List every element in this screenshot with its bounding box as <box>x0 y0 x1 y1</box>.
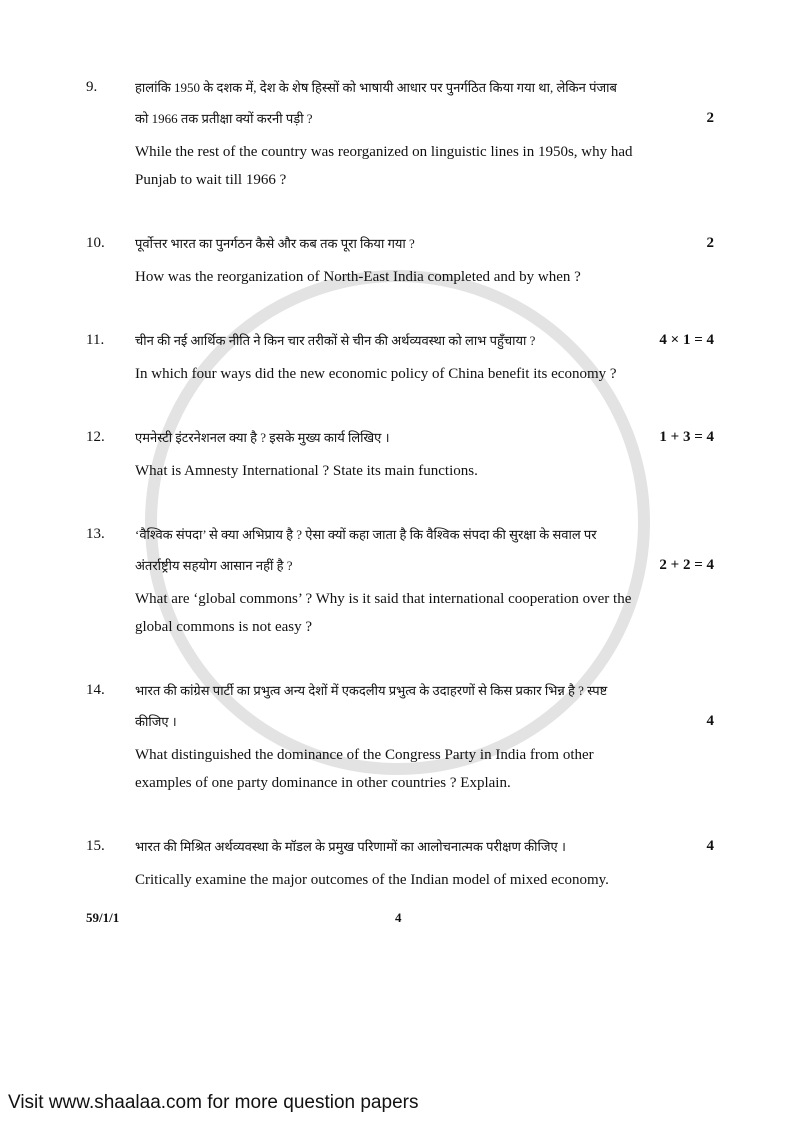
question-marks: 4 <box>706 838 714 854</box>
page-number: 4 <box>395 910 402 925</box>
question-english <box>135 457 714 485</box>
question-14 <box>86 675 714 797</box>
question-english-line: Critically examine the major outcomes of the Indian model of mixed economy. <box>135 872 609 888</box>
question-marks: 2 <box>706 235 714 251</box>
question-hindi <box>135 228 695 259</box>
question-english-line: How was the reorganization of North-East India completed and by when ? <box>135 269 581 285</box>
question-hindi-line: को 1966 तक प्रतीक्षा क्यों करनी पड़ी ? <box>135 111 313 126</box>
question-marks: 4 <box>706 713 714 729</box>
question-english-line: In which four ways did the new economic policy of China benefit its economy ? <box>135 366 617 382</box>
question-hindi <box>135 325 647 356</box>
question-number: 10. <box>86 235 105 251</box>
question-hindi <box>135 422 647 453</box>
question-hindi-line: एमनेस्टी इंटरनेशनल क्या है ? इसके मुख्य कार्य लिखिए । <box>135 430 390 445</box>
question-english <box>135 263 714 291</box>
question-hindi <box>135 831 695 862</box>
promo-banner: Visit www.shaalaa.com for more question papers <box>8 1092 419 1113</box>
question-marks: 4 × 1 = 4 <box>659 332 714 348</box>
question-english <box>135 741 714 797</box>
question-11 <box>86 325 714 388</box>
question-hindi-line: पूर्वोत्तर भारत का पुनर्गठन कैसे और कब तक पूरा किया गया ? <box>135 236 415 251</box>
question-hindi-line: भारत की कांग्रेस पार्टी का प्रभुत्व अन्य देशों में एकदलीय प्रभुत्व के उदाहरणों से किस प्रकार भिन्न है ? स्पष्ट <box>135 683 608 698</box>
question-english-line: What is Amnesty International ? State its main functions. <box>135 463 478 479</box>
question-hindi-line: ‘वैश्विक संपदा’ से क्या अभिप्राय है ? ऐसा क्यों कहा जाता है कि वैश्विक संपदा की सुरक्षा के सवाल पर <box>135 527 597 542</box>
question-marks: 1 + 3 = 4 <box>659 429 714 445</box>
question-english <box>135 360 714 388</box>
question-number: 13. <box>86 526 105 542</box>
question-9 <box>86 72 714 194</box>
question-hindi-line: कीजिए । <box>135 714 177 729</box>
question-number: 14. <box>86 682 105 698</box>
question-hindi <box>135 675 695 737</box>
question-english-line: global commons is not easy ? <box>135 619 313 635</box>
question-number: 15. <box>86 838 105 854</box>
question-english-line: What are ‘global commons’ ? Why is it said that international cooperation over the <box>135 591 632 607</box>
question-hindi-line: अंतर्राष्ट्रीय सहयोग आसान नहीं है ? <box>135 558 293 573</box>
question-12 <box>86 422 714 485</box>
page-footer <box>86 910 714 928</box>
paper-code: 59/1/1 <box>86 910 120 925</box>
question-number: 12. <box>86 429 105 445</box>
question-hindi <box>135 519 647 581</box>
question-english <box>135 866 714 894</box>
question-number: 9. <box>86 79 98 95</box>
question-hindi-line: हालांकि 1950 के दशक में, देश के शेष हिस्सों को भाषायी आधार पर पुनर्गठित किया गया था, लेकिन पंजाब <box>135 80 617 95</box>
question-number: 11. <box>86 332 105 348</box>
question-english-line: While the rest of the country was reorganized on linguistic lines in 1950s, why had <box>135 144 633 160</box>
question-10 <box>86 228 714 291</box>
question-english <box>135 585 714 641</box>
question-hindi-line: चीन की नई आर्थिक नीति ने किन चार तरीकों से चीन की अर्थव्यवस्था को लाभ पहुँचाया ? <box>135 333 536 348</box>
question-15 <box>86 831 714 894</box>
question-english-line: What distinguished the dominance of the Congress Party in India from other <box>135 747 594 763</box>
question-english-line: examples of one party dominance in other countries ? Explain. <box>135 775 511 791</box>
question-13 <box>86 519 714 641</box>
question-english <box>135 138 714 194</box>
question-marks: 2 <box>706 110 714 126</box>
question-english-line: Punjab to wait till 1966 ? <box>135 172 287 188</box>
question-hindi-line: भारत की मिश्रित अर्थव्यवस्था के मॉडल के प्रमुख परिणामों का आलोचनात्मक परीक्षण कीजिए । <box>135 839 566 854</box>
question-marks: 2 + 2 = 4 <box>659 557 714 573</box>
question-hindi <box>135 72 695 134</box>
